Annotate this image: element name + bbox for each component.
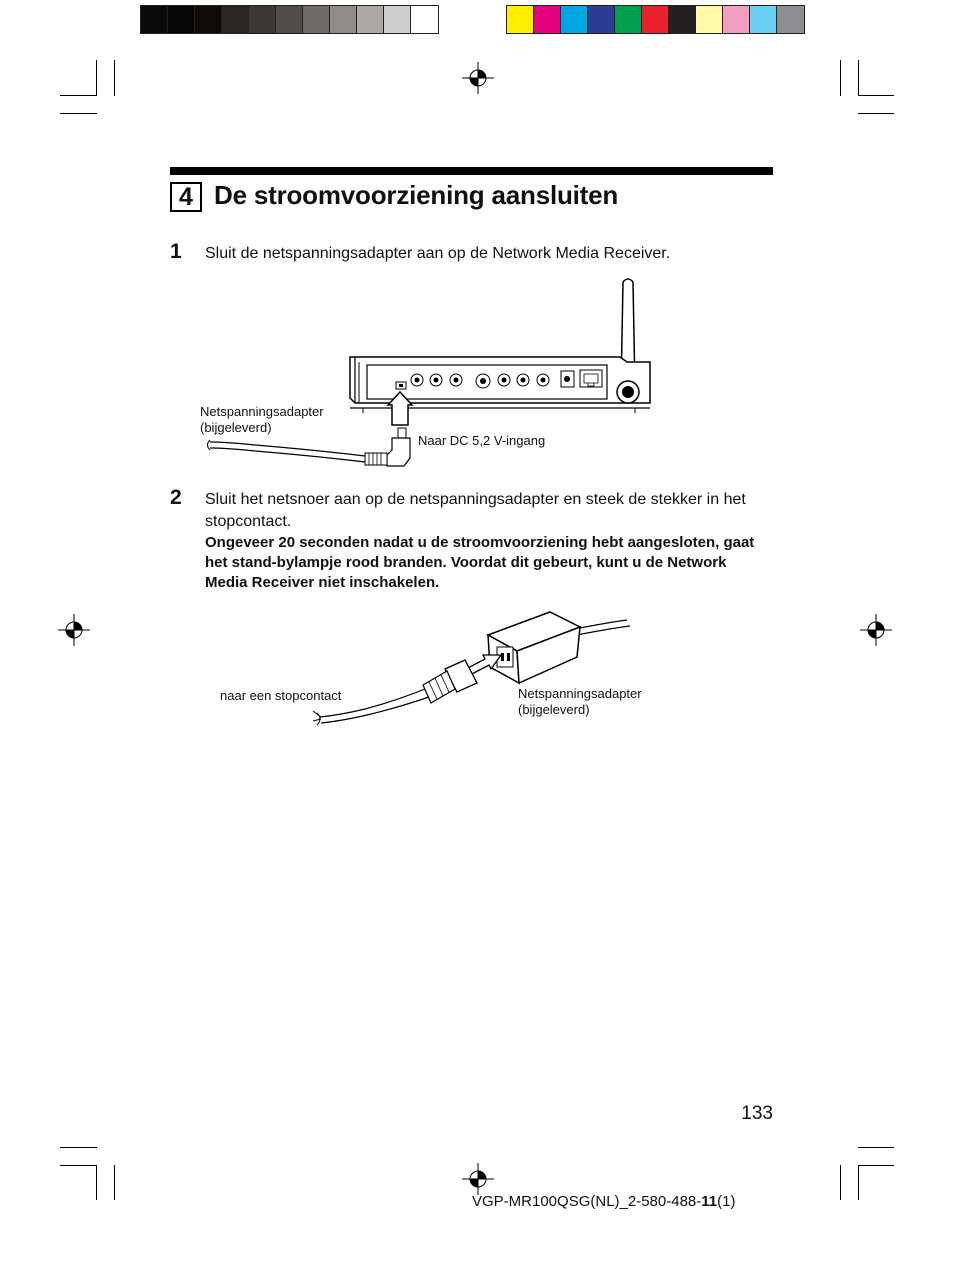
crop-mark: [858, 95, 894, 96]
color-swatch: [141, 6, 168, 33]
crop-mark: [858, 1165, 894, 1166]
section-rule: [170, 167, 773, 175]
color-swatch: [330, 6, 357, 33]
adapter-connection-illustration: [305, 605, 645, 730]
crop-mark: [60, 113, 97, 114]
figure-caption: naar een stopcontact: [220, 688, 342, 703]
figure-caption: Naar DC 5,2 V-ingang: [418, 433, 546, 448]
color-swatch: [222, 6, 249, 33]
section-title: De stroomvoorziening aansluiten: [214, 180, 619, 210]
color-swatch: [561, 6, 588, 33]
color-swatch: [195, 6, 222, 33]
crop-mark: [840, 60, 841, 96]
crop-mark: [840, 1165, 841, 1200]
color-swatch: [642, 6, 669, 33]
step-number: 1: [170, 240, 182, 263]
crop-mark: [114, 60, 115, 96]
grayscale-calibration-bar: [140, 5, 439, 34]
color-swatch: [276, 6, 303, 33]
color-swatch: [303, 6, 330, 33]
page-number: 133: [741, 1103, 773, 1124]
registration-mark-icon: [462, 62, 494, 94]
figure-caption: (bijgeleverd): [518, 702, 590, 717]
color-swatch: [507, 6, 534, 33]
crop-mark: [858, 60, 859, 96]
figure-caption: Netspanningsadapter: [200, 404, 324, 419]
color-calibration-bar: [506, 5, 805, 34]
registration-mark-icon: [860, 614, 892, 646]
step-text: Sluit de netspanningsadapter aan op de Network Media Receiver.: [205, 245, 671, 262]
color-swatch: [534, 6, 561, 33]
color-swatch: [249, 6, 276, 33]
registration-mark-icon: [58, 614, 90, 646]
crop-mark: [114, 1165, 115, 1200]
color-swatch: [723, 6, 750, 33]
color-swatch: [615, 6, 642, 33]
color-swatch: [669, 6, 696, 33]
color-swatch: [750, 6, 777, 33]
crop-mark: [858, 1147, 894, 1148]
document-code: VGP-MR100QSG(NL)_2-580-488-11(1): [472, 1193, 736, 1210]
figure-caption: Netspanningsadapter: [518, 686, 642, 701]
color-swatch: [411, 6, 438, 33]
step-note: Ongeveer 20 seconden nadat u de stroomvoorziening hebt aangesloten, gaat het stand-bylampje rood branden. Voordat dit gebeurt, kunt u de Network Media Receiver niet inschakelen.: [205, 534, 755, 591]
crop-mark: [96, 1165, 97, 1200]
crop-mark: [60, 1147, 97, 1148]
registration-mark-icon: [462, 1163, 494, 1195]
crop-mark: [60, 95, 97, 96]
crop-mark: [60, 1165, 97, 1166]
crop-mark: [96, 60, 97, 96]
color-swatch: [588, 6, 615, 33]
color-swatch: [777, 6, 804, 33]
step-text: Sluit het netsnoer aan op de netspanningsadapter en steek de stekker in het stopcontact.: [205, 491, 746, 530]
crop-mark: [858, 1165, 859, 1200]
section-number: 4: [170, 182, 202, 212]
color-swatch: [696, 6, 723, 33]
figure-caption: (bijgeleverd): [200, 420, 272, 435]
color-swatch: [357, 6, 384, 33]
color-swatch: [168, 6, 195, 33]
crop-mark: [858, 113, 894, 114]
step-number: 2: [170, 486, 182, 509]
color-swatch: [384, 6, 411, 33]
